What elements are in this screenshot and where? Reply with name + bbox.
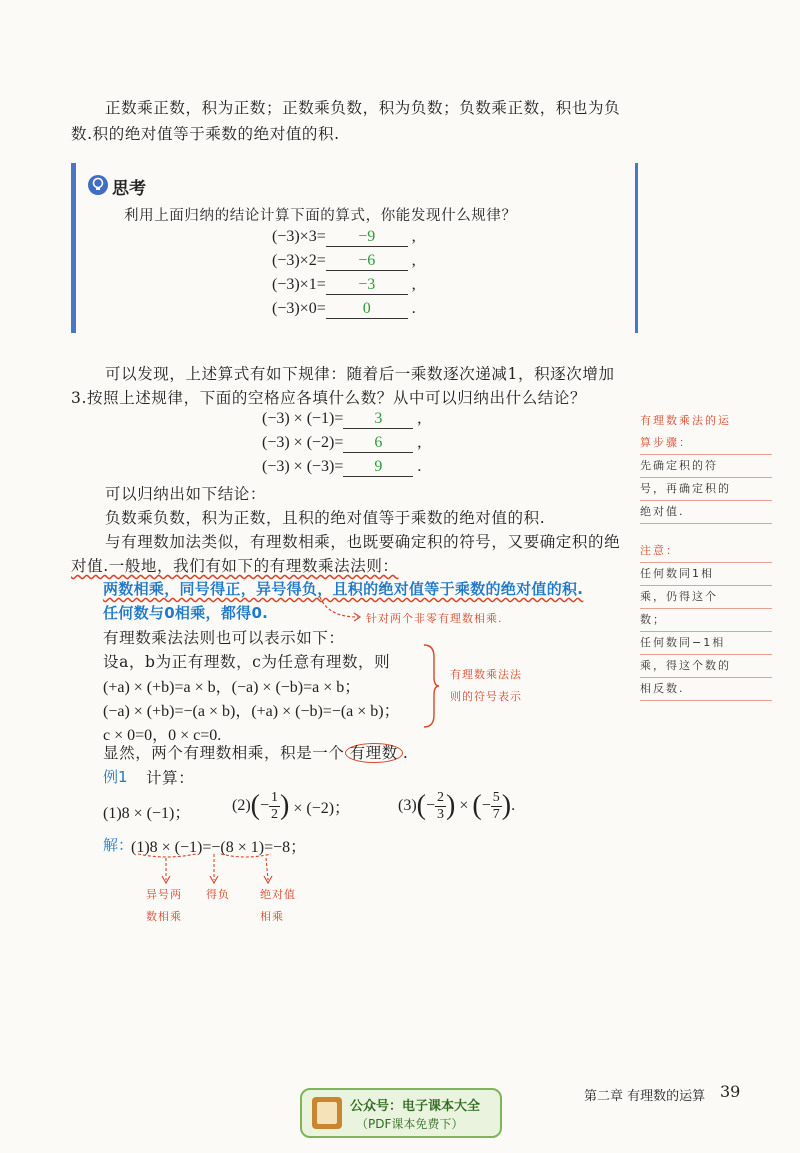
lightbulb-icon xyxy=(87,174,109,200)
solution-note-3b: 相乘 xyxy=(260,910,284,923)
brace-note-line-2: 则的符号表示 xyxy=(450,690,522,703)
side-note-steps: 有理数乘法的运 算步骤： 先确定积的符 号，再确定积的 绝对值. xyxy=(640,410,772,524)
think-row: (−3)×3= −9 , xyxy=(272,228,416,245)
example-part-3: (3) ( − $\frac{2}{3}$ ) × ( − $\frac{5}{7}$ ) . xyxy=(398,790,516,822)
circled-word: 有理数 xyxy=(345,743,403,763)
conclusion-line-2: 负数乘负数，积为正数，且积的绝对值等于乘数的绝对值的积. xyxy=(105,509,546,527)
discover-row: (−3) × (−2)= 6 , xyxy=(262,434,422,451)
think-box-right-bar xyxy=(635,163,638,333)
intro-line-1: 正数乘正数，积为正数；正数乘负数，积为负数；负数乘正数，积也为负 xyxy=(105,99,621,117)
conclusion-line-1: 可以归纳出如下结论： xyxy=(105,485,267,503)
brace xyxy=(422,643,440,733)
think-answer: 0 xyxy=(326,300,408,319)
discover-row: (−3) × (−3)= 9 . xyxy=(262,458,422,475)
think-answer: −6 xyxy=(326,252,408,271)
conclusion-line-3: 与有理数加法类似，有理数相乘，也既要确定积的符号，又要确定积的绝 xyxy=(105,533,621,551)
discover-line-1: 可以发现，上述算式有如下规律：随着后一乘数逐次递减1，积逐次增加 xyxy=(105,365,615,383)
side-note-attention: 注意： 任何数同1相 乘，仍得这个 数； 任何数同−1相 乘，得这个数的 相反数. xyxy=(640,540,772,701)
multiplication-rule-line-1: 两数相乘，同号得正，异号得负，且积的绝对值等于乘数的绝对值的积. xyxy=(103,580,584,598)
discover-answer: 3 xyxy=(343,410,413,429)
watermark-line-2: （PDF课本免费下） xyxy=(356,1117,464,1131)
think-row: (−3)×0= 0 . xyxy=(272,300,416,317)
solution-note-3a: 绝对值 xyxy=(260,888,296,901)
solution-note-1b: 数相乘 xyxy=(146,910,182,923)
example-title: 计算： xyxy=(146,769,195,787)
rule-arrow xyxy=(318,595,368,629)
symbolic-rule-2: (−a) × (+b)=−(a × b)，(+a) × (−b)=−(a × b)； xyxy=(103,703,400,720)
conclusion-line-4: 对值.一般地，我们有如下的有理数乘法法则： xyxy=(71,557,399,575)
think-title: 思考 xyxy=(112,179,146,199)
example-part-2: (2) ( − $\frac{1}{2}$ ) × (−2)； xyxy=(232,790,351,822)
solution-text: (1)8 × (−1)=−(8 × 1)=−8； xyxy=(131,839,307,856)
watermark-badge xyxy=(300,1088,502,1138)
think-row: (−3)×2= −6 , xyxy=(272,252,416,269)
example-label: 例1 xyxy=(103,768,128,786)
solution-note-1a: 异号两 xyxy=(146,888,182,901)
think-answer: −3 xyxy=(326,276,408,295)
think-row: (−3)×1= −3 , xyxy=(272,276,416,293)
discover-row: (−3) × (−1)= 3 , xyxy=(262,410,422,427)
solution-label: 解： xyxy=(103,836,134,854)
discover-answer: 9 xyxy=(343,458,413,477)
think-answer: −9 xyxy=(326,228,408,247)
symbolic-rule-1: (+a) × (+b)=a × b，(−a) × (−b)=a × b； xyxy=(103,679,361,696)
discover-line-2: 3.按照上述规律，下面的空格应各填什么数？从中可以归纳出什么结论？ xyxy=(71,389,587,407)
obvious-statement: 显然，两个有理数相乘，积是一个 有理数 . xyxy=(103,744,409,762)
footer-chapter: 第二章 有理数的运算 xyxy=(584,1089,706,1104)
solution-note-2: 得负 xyxy=(206,888,230,901)
watermark-line-1: 公众号：电子课本大全 xyxy=(350,1099,481,1114)
symbolic-let: 设a，b为正有理数，c为任意有理数，则 xyxy=(103,653,391,671)
symbolic-rule-3: c × 0=0，0 × c=0. xyxy=(103,727,222,744)
brace-note-line-1: 有理数乘法法 xyxy=(450,668,522,681)
multiplication-rule-line-2: 任何数与0相乘，都得0. xyxy=(103,604,269,622)
rule-note: 针对两个非零有理数相乘. xyxy=(366,612,503,625)
book-icon xyxy=(312,1097,342,1129)
page-number: 39 xyxy=(720,1082,741,1101)
intro-line-2: 数.积的绝对值等于乘数的绝对值的积. xyxy=(71,125,340,143)
example-part-1: (1)8 × (−1)； xyxy=(103,805,191,822)
symbolic-intro: 有理数乘法法则也可以表示如下： xyxy=(103,629,345,647)
discover-answer: 6 xyxy=(343,434,413,453)
think-prompt: 利用上面归纳的结论计算下面的算式，你能发现什么规律？ xyxy=(124,208,517,224)
